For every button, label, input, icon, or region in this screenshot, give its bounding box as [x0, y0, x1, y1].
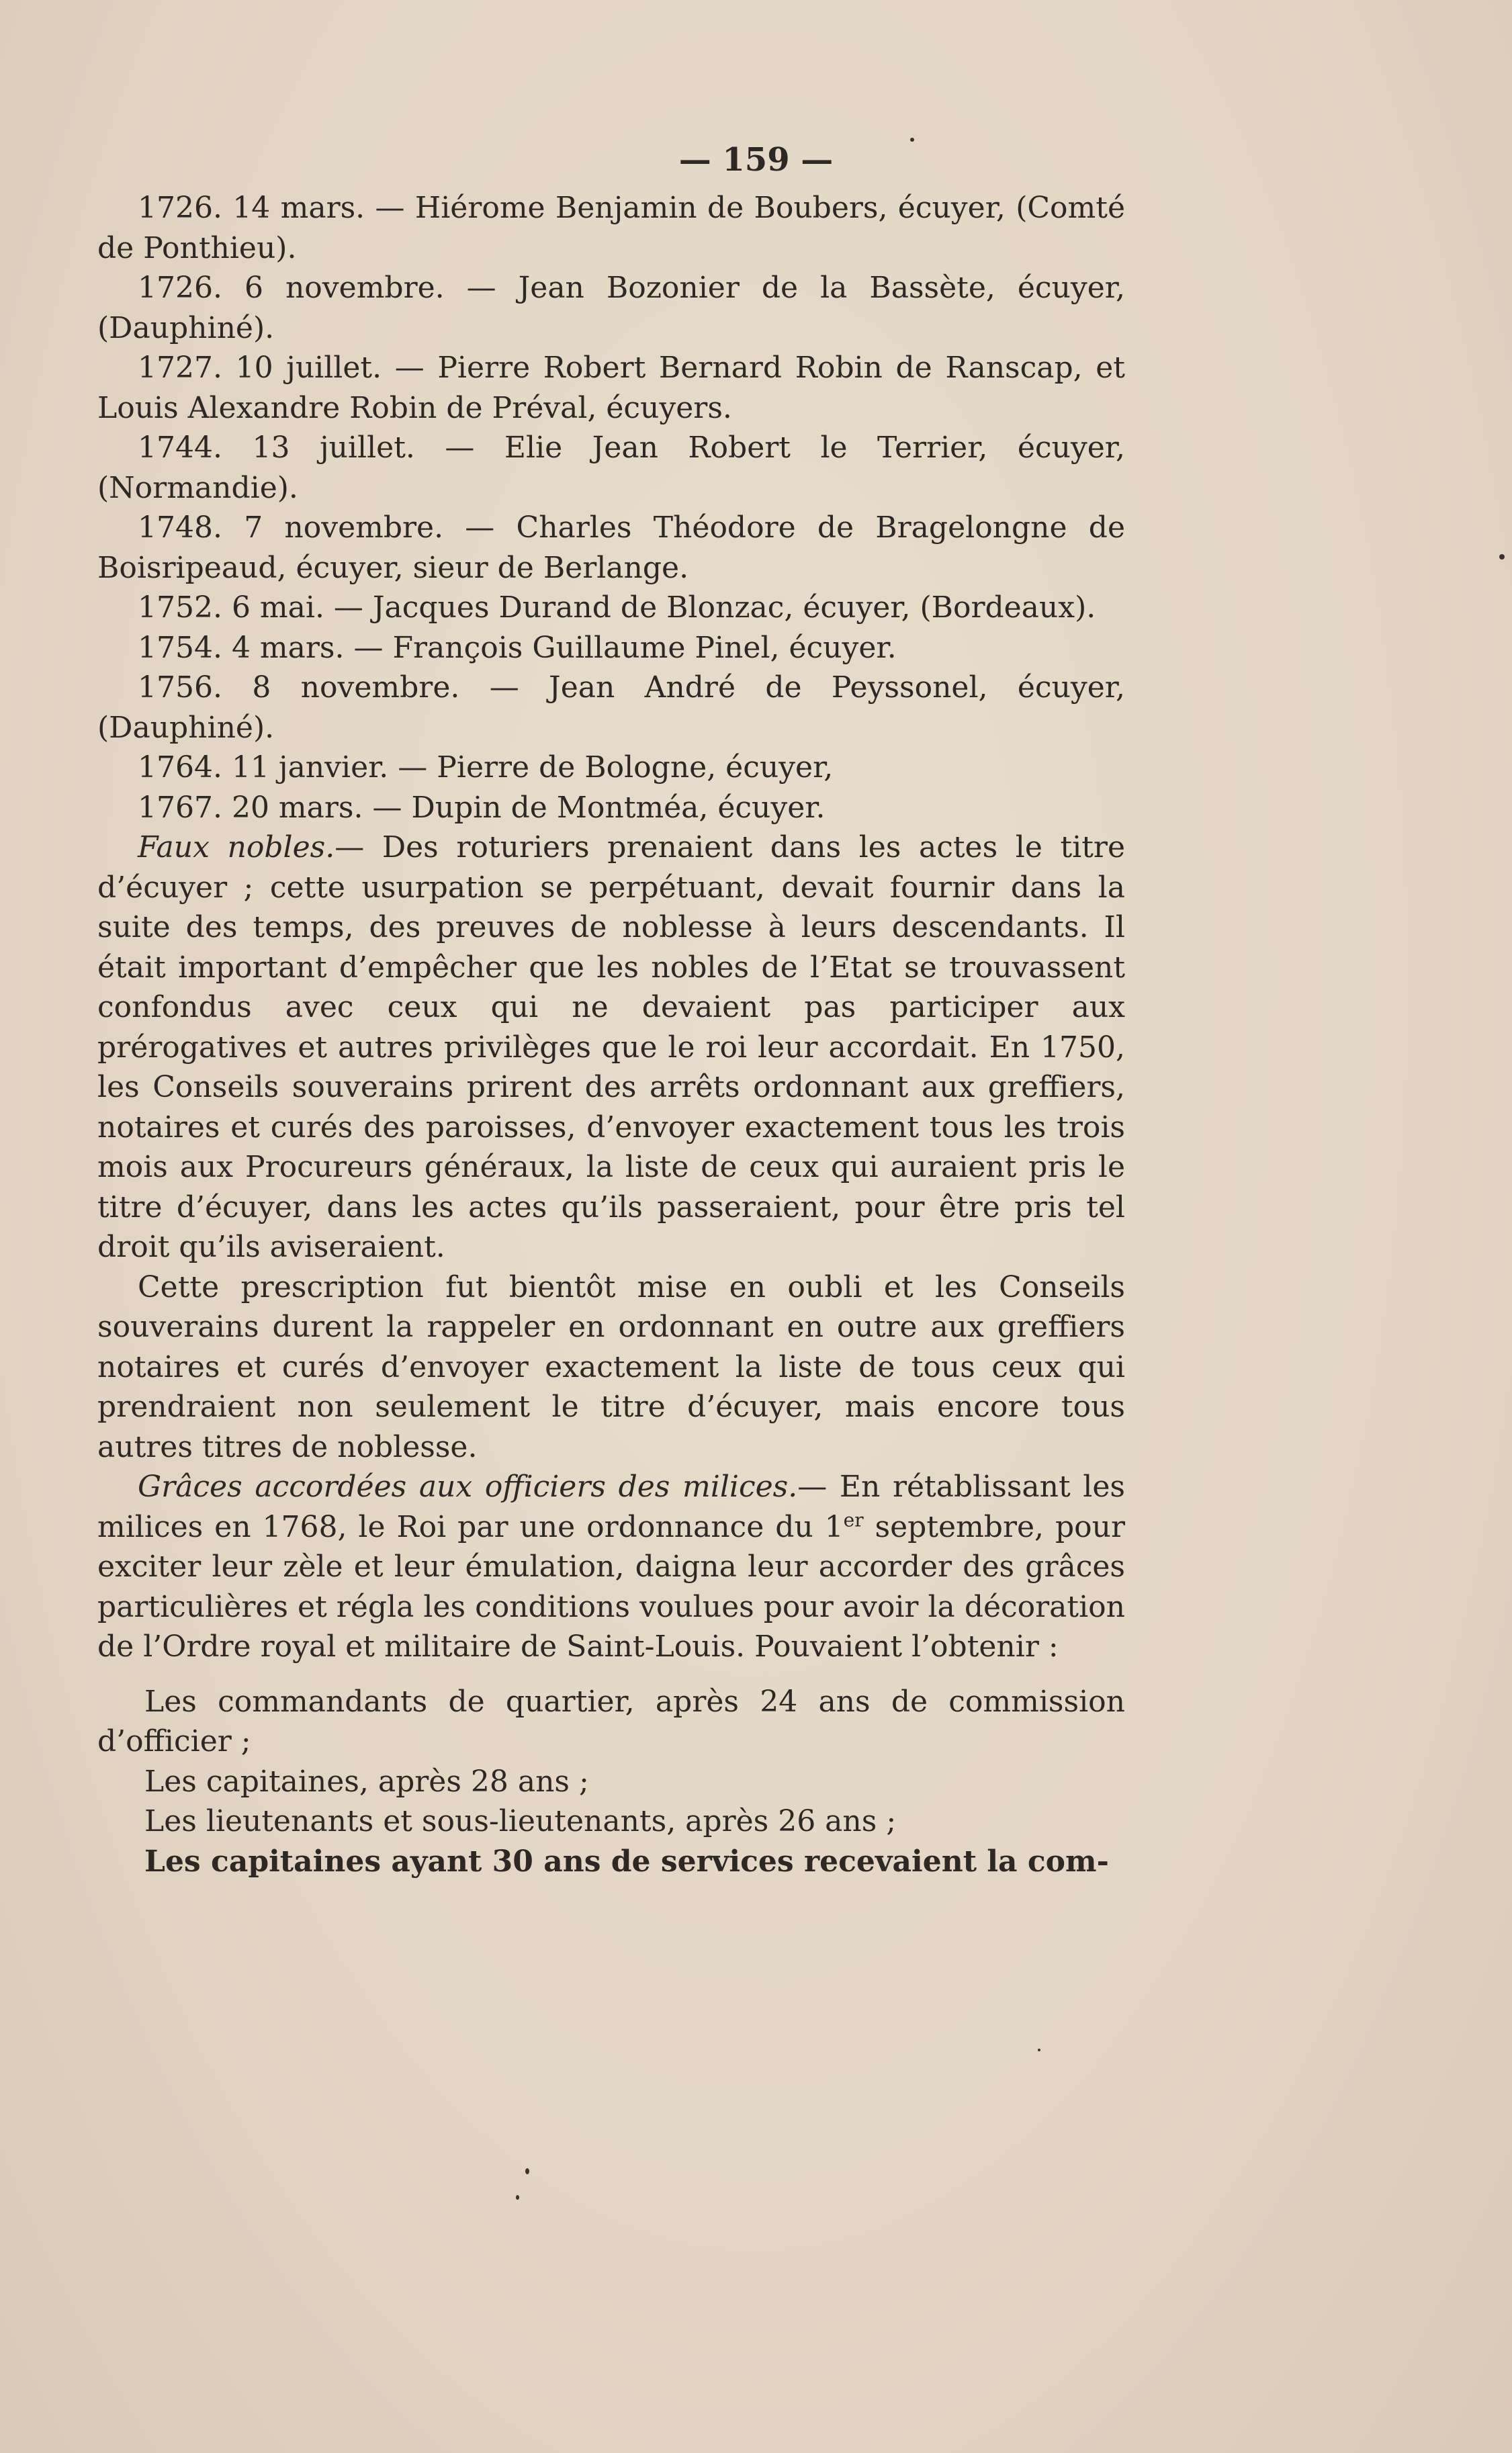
paper-speck [1038, 2049, 1040, 2051]
page-number: — 159 — [678, 141, 834, 179]
ennoblement-entry: 1744. 13 juillet. — Elie Jean Robert le Terrier, écuyer, (Normandie). [97, 431, 1125, 505]
ennoblement-entry: 1754. 4 mars. — François Guillaume Pinel, écuyer. [138, 630, 897, 665]
graces-body-start: — En rétablissant les milices en 1768, le Roi par une ordonnance du 1 [97, 1470, 1125, 1544]
paper-speck [1499, 554, 1505, 560]
graces-superscript: er [843, 1508, 864, 1531]
page-body [97, 188, 1125, 1881]
paper-speck [525, 2168, 529, 2174]
ennoblement-entry: 1727. 10 juillet. — Pierre Robert Bernard Robin de Ranscap, et Louis Alexandre Robin de Préval, écuyers. [97, 351, 1125, 425]
condition-item: Les lieutenants et sous-lieutenants, après 26 ans ; [144, 1804, 897, 1838]
paper-speck [910, 138, 914, 142]
ennoblement-entry: 1752. 6 mai. — Jacques Durand de Blonzac, écuyer, (Bordeaux). [138, 590, 1096, 625]
ennoblement-entry: 1764. 11 janvier. — Pierre de Bologne, écuyer, [138, 750, 834, 785]
ennoblement-entry: 1767. 20 mars. — Dupin de Montméa, écuyer. [138, 790, 826, 825]
prescription-paragraph: Cette prescription fut bientôt mise en oubli et les Conseils souverains durent la rappeler en ordonnant en outre aux greffiers notaires et curés d’envoyer exactement la liste de tous ceux qui prendraient non seulement le titre d’écuyer, mais encore tous autres titres de noblesse. [97, 1269, 1125, 1464]
ennoblement-entry: 1756. 8 novembre. — Jean André de Peyssonel, écuyer, (Dauphiné). [97, 670, 1125, 745]
condition-item: Les commandants de quartier, après 24 ans de commission d’officier ; [97, 1684, 1125, 1758]
condition-item: Les capitaines, après 28 ans ; [144, 1764, 589, 1799]
ennoblement-entry: 1726. 14 mars. — Hiérome Benjamin de Boubers, écuyer, (Comté de Ponthieu). [97, 191, 1125, 265]
ennoblement-entry: 1748. 7 novembre. — Charles Théodore de Bragelongne de Boisripeaud, écuyer, sieur de Berlange. [97, 510, 1125, 585]
graces-heading: Grâces accordées aux officiers des milices. [138, 1470, 798, 1504]
faux-nobles-body: — Des roturiers prenaient dans les actes le titre d’écuyer ; cette usurpation se perpétuant, devait fournir dans la suite des temps, des preuves de noblesse à leurs descendants. Il était important d’empêcher que les nobles de l’Etat se trouvassent confondus avec ceux qui ne devaient pas participer aux prérogatives et autres privilèges que le roi leur accordait. En 1750, les Conseils souverains prirent des arrêts ordonnant aux greffiers, notaires et curés des paroisses, d’envoyer exactement tous les trois mois aux Procureurs généraux, la liste de ceux qui auraient pris le titre d’écuyer, dans les actes qu’ils passeraient, pour être pris tel droit qu’ils aviseraient. [97, 830, 1125, 1264]
ennoblement-entry: 1726. 6 novembre. — Jean Bozonier de la Bassète, écuyer, (Dauphiné). [97, 271, 1125, 345]
graces-paragraph [97, 1467, 1125, 1667]
paper-speck [516, 2195, 519, 2200]
faux-nobles-paragraph [97, 828, 1125, 1267]
graces-body-end: septembre, pour exciter leur zèle et leur émulation, daigna leur accorder des grâces particulières et régla les conditions voulues pour avoir la décoration de l’Ordre royal et militaire de Saint-Louis. Pouvaient l’obtenir : [97, 1509, 1125, 1664]
faux-nobles-heading: Faux nobles. [138, 830, 335, 864]
condition-item: Les capitaines ayant 30 ans de services recevaient la com- [144, 1844, 1109, 1879]
